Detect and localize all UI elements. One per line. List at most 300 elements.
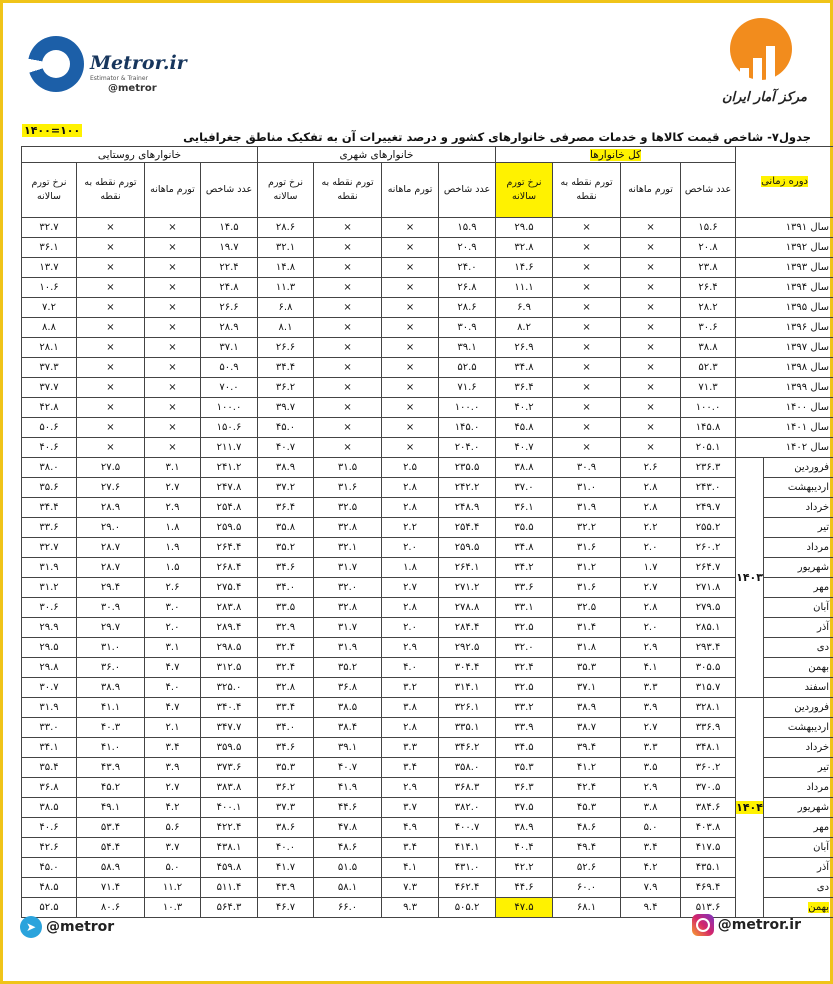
rural-index-cell: ۲۷۵.۴ (201, 578, 258, 598)
all-index-cell: ۲۰.۸ (681, 238, 736, 258)
rural-annual-cell: ۲۹.۹ (22, 618, 77, 638)
all-index-cell: ۳۳۶.۹ (681, 718, 736, 738)
table-row (22, 578, 833, 598)
all-index-cell: ۳۴۸.۱ (681, 738, 736, 758)
urban-monthly-cell: ۳.۲ (382, 678, 439, 698)
rural-annual-cell: ۳۵.۶ (22, 478, 77, 498)
urban-index-cell: ۱۰۰.۰ (439, 398, 496, 418)
all-index-cell: ۷۱.۳ (681, 378, 736, 398)
all-monthly-cell: ۲.۸ (621, 478, 681, 498)
period-cell: سال ۱۳۹۸ (736, 358, 833, 378)
group-rural-header: خانوارهای روستایی (22, 147, 258, 163)
all-monthly-cell: ۷.۹ (621, 878, 681, 898)
rural-annual-cell: ۸.۸ (22, 318, 77, 338)
all-monthly-cell: ۳.۵ (621, 758, 681, 778)
table-row (22, 618, 833, 638)
rural-annual-cell: ۵۰.۶ (22, 418, 77, 438)
rural-monthly-cell: ۳.۰ (145, 598, 201, 618)
rural-index-cell: ۷۰.۰ (201, 378, 258, 398)
all-index-cell: ۳۲۸.۱ (681, 698, 736, 718)
rural-monthly-cell: × (145, 298, 201, 318)
rural-monthly-cell: ۵.۰ (145, 858, 201, 878)
rural-monthly-cell: × (145, 258, 201, 278)
rural-index-cell: ۲۸۳.۸ (201, 598, 258, 618)
rural-annual-cell: ۲۹.۵ (22, 638, 77, 658)
rural-annual-cell: ۵۲.۵ (22, 898, 77, 918)
rural-monthly-cell: ۲.۷ (145, 778, 201, 798)
table-row (22, 878, 833, 898)
all-annual-cell: ۳۳.۲ (496, 698, 553, 718)
urban-annual-cell: ۳۳.۴ (258, 698, 314, 718)
urban-p2p-cell: ۳۲.۰ (314, 578, 382, 598)
rural-annual-cell: ۳۰.۷ (22, 678, 77, 698)
urban-index-cell: ۳۰.۹ (439, 318, 496, 338)
urban-annual-cell: ۳۷.۲ (258, 478, 314, 498)
rural-annual-header: نرخ تورم سالانه (22, 163, 77, 218)
metror-tagline: Estimator & Trainer (90, 75, 148, 82)
rural-index-cell: ۲۴۷.۸ (201, 478, 258, 498)
all-monthly-cell: ۲.۸ (621, 598, 681, 618)
table-row (22, 338, 833, 358)
all-monthly-cell: × (621, 258, 681, 278)
urban-monthly-cell: ۹.۳ (382, 898, 439, 918)
all-p2p-cell: ۳۵.۳ (553, 658, 621, 678)
rural-p2p-cell: × (77, 398, 145, 418)
rural-p2p-cell: ۵۳.۴ (77, 818, 145, 838)
rural-p2p-cell: ۵۴.۴ (77, 838, 145, 858)
all-annual-cell: ۳۸.۹ (496, 818, 553, 838)
urban-annual-cell: ۸.۱ (258, 318, 314, 338)
rural-p2p-cell: × (77, 358, 145, 378)
all-index-cell: ۲۳.۸ (681, 258, 736, 278)
all-monthly-cell: ۲.۹ (621, 638, 681, 658)
urban-monthly-cell: ۴.۹ (382, 818, 439, 838)
all-p2p-cell: ۳۲.۲ (553, 518, 621, 538)
rural-monthly-cell: × (145, 398, 201, 418)
urban-annual-cell: ۱۱.۳ (258, 278, 314, 298)
table-row (22, 838, 833, 858)
all-annual-cell: ۳۴.۲ (496, 558, 553, 578)
urban-index-cell: ۳۳۵.۱ (439, 718, 496, 738)
all-annual-cell: ۳۲.۵ (496, 678, 553, 698)
table-row (22, 298, 833, 318)
urban-monthly-cell: ۲.۹ (382, 778, 439, 798)
period-cell: آبان (764, 598, 833, 618)
table-row (22, 258, 833, 278)
period-cell: سال ۱۳۹۲ (736, 238, 833, 258)
all-index-cell: ۱۴۵.۸ (681, 418, 736, 438)
period-cell: اسفند (764, 678, 833, 698)
urban-annual-cell: ۲۶.۶ (258, 338, 314, 358)
all-monthly-header: تورم ماهانه (621, 163, 681, 218)
period-cell: اردیبهشت (764, 478, 833, 498)
all-p2p-cell: × (553, 438, 621, 458)
rural-monthly-cell: ۱.۸ (145, 518, 201, 538)
rural-monthly-cell: ۳.۱ (145, 638, 201, 658)
rural-p2p-cell: × (77, 378, 145, 398)
urban-monthly-cell: × (382, 338, 439, 358)
period-cell: دی (764, 638, 833, 658)
rural-p2p-cell: ۴۹.۱ (77, 798, 145, 818)
urban-index-cell: ۲۹۲.۵ (439, 638, 496, 658)
all-annual-cell: ۴۴.۶ (496, 878, 553, 898)
urban-index-cell: ۲۷۸.۸ (439, 598, 496, 618)
urban-p2p-cell: × (314, 318, 382, 338)
rural-index-cell: ۲۵۴.۸ (201, 498, 258, 518)
urban-monthly-cell: ۳.۴ (382, 838, 439, 858)
table-row (22, 638, 833, 658)
period-cell: شهریور (764, 558, 833, 578)
period-cell: سال ۱۳۹۹ (736, 378, 833, 398)
urban-p2p-cell: ۳۹.۱ (314, 738, 382, 758)
all-p2p-cell: ۴۱.۲ (553, 758, 621, 778)
all-p2p-cell: × (553, 258, 621, 278)
all-annual-cell: ۸.۲ (496, 318, 553, 338)
all-annual-cell: ۲۹.۵ (496, 218, 553, 238)
rural-p2p-cell: ۲۷.۶ (77, 478, 145, 498)
table-row (22, 858, 833, 878)
rural-annual-cell: ۳۲.۷ (22, 538, 77, 558)
urban-annual-cell: ۳۳.۵ (258, 598, 314, 618)
all-index-cell: ۲۶.۴ (681, 278, 736, 298)
rural-index-cell: ۴۵۹.۸ (201, 858, 258, 878)
all-p2p-cell: ۳۰.۹ (553, 458, 621, 478)
urban-annual-cell: ۳۶.۲ (258, 778, 314, 798)
urban-p2p-cell: × (314, 258, 382, 278)
all-monthly-cell: ۲.۷ (621, 578, 681, 598)
all-monthly-cell: × (621, 318, 681, 338)
period-cell: تیر (764, 518, 833, 538)
urban-annual-cell: ۳۲.۴ (258, 658, 314, 678)
urban-p2p-cell: × (314, 418, 382, 438)
rural-index-cell: ۳۵۹.۵ (201, 738, 258, 758)
rural-monthly-cell: ۵.۶ (145, 818, 201, 838)
period-cell: اردیبهشت (764, 718, 833, 738)
all-index-cell: ۳۶۰.۲ (681, 758, 736, 778)
all-annual-cell: ۳۴.۸ (496, 358, 553, 378)
table-row (22, 438, 833, 458)
rural-monthly-cell: ۳.۱ (145, 458, 201, 478)
urban-index-cell: ۷۱.۶ (439, 378, 496, 398)
rural-p2p-cell: ۴۱.۱ (77, 698, 145, 718)
urban-annual-cell: ۳۴.۴ (258, 358, 314, 378)
urban-p2p-cell: ۳۸.۴ (314, 718, 382, 738)
telegram-footer[interactable] (20, 916, 114, 938)
rural-annual-cell: ۳۵.۴ (22, 758, 77, 778)
all-monthly-cell: ۱.۷ (621, 558, 681, 578)
rural-monthly-cell: ۴.۷ (145, 698, 201, 718)
urban-monthly-cell: × (382, 358, 439, 378)
instagram-footer[interactable] (692, 914, 801, 936)
period-cell: شهریور (764, 798, 833, 818)
rural-p2p-cell: ۲۸.۷ (77, 558, 145, 578)
all-annual-cell: ۳۵.۳ (496, 758, 553, 778)
all-p2p-header: تورم نقطه به نقطه (553, 163, 621, 218)
all-p2p-cell: ۴۲.۴ (553, 778, 621, 798)
urban-annual-cell: ۳۹.۷ (258, 398, 314, 418)
all-annual-cell: ۴۰.۷ (496, 438, 553, 458)
all-p2p-cell: ۳۱.۶ (553, 578, 621, 598)
rural-monthly-cell: ۲.۷ (145, 478, 201, 498)
urban-monthly-cell: ۲.۸ (382, 478, 439, 498)
all-annual-cell: ۴۰.۲ (496, 398, 553, 418)
all-p2p-cell: ۳۱.۸ (553, 638, 621, 658)
table-row (22, 218, 833, 238)
urban-p2p-cell: × (314, 398, 382, 418)
base-year-label: ۱۴۰۰=۱۰۰ (24, 124, 81, 137)
rural-monthly-cell: × (145, 378, 201, 398)
rural-index-cell: ۱۰۰.۰ (201, 398, 258, 418)
all-monthly-cell: ۲.۲ (621, 518, 681, 538)
urban-index-cell: ۴۳۱.۰ (439, 858, 496, 878)
urban-p2p-cell: ۳۱.۵ (314, 458, 382, 478)
all-index-cell: ۲۴۳.۰ (681, 478, 736, 498)
all-annual-cell: ۱۴.۶ (496, 258, 553, 278)
urban-annual-cell: ۳۶.۲ (258, 378, 314, 398)
all-monthly-cell: ۲.۰ (621, 538, 681, 558)
all-annual-cell: ۳۲.۵ (496, 618, 553, 638)
urban-index-cell: ۳۵۸.۰ (439, 758, 496, 778)
all-monthly-cell: × (621, 278, 681, 298)
table-title: جدول۷- شاخص قیمت کالاها و خدمات مصرفی خانوارهای کشور و درصد تغییرات آن به تفکیک مناطق جغرافیایی (183, 130, 811, 144)
rural-annual-cell: ۳۸.۰ (22, 458, 77, 478)
table-row (22, 238, 833, 258)
rural-p2p-cell: ۲۸.۷ (77, 538, 145, 558)
all-annual-cell: ۳۳.۶ (496, 578, 553, 598)
urban-monthly-cell: ۷.۳ (382, 878, 439, 898)
urban-p2p-cell: ۴۸.۶ (314, 838, 382, 858)
all-annual-cell: ۳۲.۴ (496, 658, 553, 678)
all-monthly-cell: × (621, 338, 681, 358)
rural-p2p-cell: ۴۱.۰ (77, 738, 145, 758)
urban-p2p-cell: × (314, 278, 382, 298)
table-row (22, 358, 833, 378)
all-index-cell: ۲۶۰.۲ (681, 538, 736, 558)
rural-p2p-cell: ۷۱.۴ (77, 878, 145, 898)
all-p2p-cell: ۵۲.۶ (553, 858, 621, 878)
all-index-cell: ۲۸۵.۱ (681, 618, 736, 638)
table-row (22, 398, 833, 418)
rural-index-cell: ۳۷۳.۶ (201, 758, 258, 778)
rural-index-cell: ۱۴.۵ (201, 218, 258, 238)
all-index-cell: ۳۷۰.۵ (681, 778, 736, 798)
period-cell: سال ۱۳۹۱ (736, 218, 833, 238)
rural-monthly-cell: × (145, 218, 201, 238)
rural-index-cell: ۲۸۹.۴ (201, 618, 258, 638)
all-index-cell: ۲۰۵.۱ (681, 438, 736, 458)
all-p2p-cell: ۴۵.۳ (553, 798, 621, 818)
period-cell: بهمن (764, 658, 833, 678)
urban-p2p-cell: ۳۲.۸ (314, 518, 382, 538)
rural-annual-cell: ۱۰.۶ (22, 278, 77, 298)
urban-index-cell: ۱۴۵.۰ (439, 418, 496, 438)
all-index-cell: ۲۷۱.۸ (681, 578, 736, 598)
group-urban-header: خانوارهای شهری (258, 147, 496, 163)
urban-index-cell: ۳۹.۱ (439, 338, 496, 358)
rural-monthly-cell: ۱۰.۳ (145, 898, 201, 918)
group-all-header: کل خانوارها (496, 147, 736, 163)
table-row (22, 378, 833, 398)
rural-annual-cell: ۷.۲ (22, 298, 77, 318)
rural-p2p-cell: ۴۰.۳ (77, 718, 145, 738)
all-p2p-cell: × (553, 298, 621, 318)
rural-index-cell: ۲۵۹.۵ (201, 518, 258, 538)
all-monthly-cell: ۳.۳ (621, 678, 681, 698)
rural-index-cell: ۲۶۸.۴ (201, 558, 258, 578)
urban-index-cell: ۵۰۵.۲ (439, 898, 496, 918)
urban-annual-cell: ۳۴.۶ (258, 738, 314, 758)
table-row (22, 478, 833, 498)
rural-index-header: عدد شاخص (201, 163, 258, 218)
urban-index-cell: ۳۶۸.۳ (439, 778, 496, 798)
period-cell: آبان (764, 838, 833, 858)
rural-p2p-cell: × (77, 238, 145, 258)
all-monthly-cell: ۳.۸ (621, 798, 681, 818)
rural-p2p-header: تورم نقطه به نقطه (77, 163, 145, 218)
rural-annual-cell: ۴۵.۰ (22, 858, 77, 878)
all-p2p-cell: × (553, 278, 621, 298)
rural-annual-cell: ۳۲.۷ (22, 218, 77, 238)
urban-p2p-cell: ۳۱.۷ (314, 558, 382, 578)
all-p2p-cell: ۳۸.۷ (553, 718, 621, 738)
rural-monthly-cell: × (145, 338, 201, 358)
all-annual-cell: ۶.۹ (496, 298, 553, 318)
urban-monthly-cell: × (382, 378, 439, 398)
rural-monthly-cell: × (145, 438, 201, 458)
rural-monthly-cell: × (145, 238, 201, 258)
all-annual-cell: ۳۷.۵ (496, 798, 553, 818)
urban-monthly-cell: ۳.۳ (382, 738, 439, 758)
rural-index-cell: ۵۶۴.۳ (201, 898, 258, 918)
rural-monthly-cell: ۲.۱ (145, 718, 201, 738)
rural-annual-cell: ۲۹.۸ (22, 658, 77, 678)
urban-monthly-cell: × (382, 398, 439, 418)
all-p2p-cell: × (553, 338, 621, 358)
all-index-cell: ۲۶۴.۷ (681, 558, 736, 578)
period-cell: آذر (764, 618, 833, 638)
rural-monthly-cell: ۱.۵ (145, 558, 201, 578)
all-p2p-cell: × (553, 398, 621, 418)
rural-p2p-cell: ۲۸.۹ (77, 498, 145, 518)
all-index-cell: ۱۰۰.۰ (681, 398, 736, 418)
urban-index-cell: ۲۳۵.۵ (439, 458, 496, 478)
period-cell: سال ۱۳۹۴ (736, 278, 833, 298)
period-cell: سال ۱۴۰۱ (736, 418, 833, 438)
rural-p2p-cell: × (77, 438, 145, 458)
rural-index-cell: ۲۴.۸ (201, 278, 258, 298)
rural-index-cell: ۴۰۰.۱ (201, 798, 258, 818)
urban-annual-cell: ۴۳.۹ (258, 878, 314, 898)
urban-monthly-cell: ۲.۹ (382, 638, 439, 658)
rural-p2p-cell: ۵۸.۹ (77, 858, 145, 878)
rural-monthly-cell: ۲.۶ (145, 578, 201, 598)
urban-p2p-cell: ۳۱.۷ (314, 618, 382, 638)
urban-annual-cell: ۳۴.۶ (258, 558, 314, 578)
all-p2p-cell: ۳۷.۱ (553, 678, 621, 698)
all-annual-cell: ۴۲.۲ (496, 858, 553, 878)
rural-annual-cell: ۳۳.۰ (22, 718, 77, 738)
rural-annual-cell: ۴۸.۵ (22, 878, 77, 898)
urban-index-cell: ۵۲.۵ (439, 358, 496, 378)
urban-annual-cell: ۴۱.۷ (258, 858, 314, 878)
urban-annual-cell: ۳۲.۴ (258, 638, 314, 658)
instagram-handle: @metror.ir (717, 917, 801, 933)
urban-index-cell: ۲۷۱.۲ (439, 578, 496, 598)
urban-index-cell: ۲۰.۹ (439, 238, 496, 258)
all-p2p-cell: ۳۱.۹ (553, 498, 621, 518)
rural-monthly-cell: ۳.۴ (145, 738, 201, 758)
urban-annual-cell: ۳۷.۳ (258, 798, 314, 818)
rural-p2p-cell: × (77, 298, 145, 318)
urban-monthly-cell: × (382, 278, 439, 298)
rural-annual-cell: ۴۲.۶ (22, 838, 77, 858)
urban-annual-cell: ۳۴.۰ (258, 718, 314, 738)
table-row (22, 698, 833, 718)
cpi-table (21, 146, 833, 918)
telegram-icon: ➤ (20, 916, 42, 938)
rural-monthly-cell: ۴.۲ (145, 798, 201, 818)
rural-annual-cell: ۳۶.۱ (22, 238, 77, 258)
rural-monthly-cell: ۴.۷ (145, 658, 201, 678)
rural-p2p-cell: × (77, 258, 145, 278)
urban-annual-cell: ۴۵.۰ (258, 418, 314, 438)
rural-p2p-cell: ۸۰.۶ (77, 898, 145, 918)
urban-p2p-cell: × (314, 358, 382, 378)
rural-index-cell: ۵۱۱.۴ (201, 878, 258, 898)
rural-p2p-cell: ۳۸.۹ (77, 678, 145, 698)
all-p2p-cell: ۳۱.۴ (553, 618, 621, 638)
rural-annual-cell: ۳۶.۸ (22, 778, 77, 798)
rural-index-cell: ۱۹.۷ (201, 238, 258, 258)
period-cell: تیر (764, 758, 833, 778)
rural-annual-cell: ۳۴.۱ (22, 738, 77, 758)
table-row (22, 458, 833, 478)
all-annual-cell: ۳۲.۸ (496, 238, 553, 258)
rural-monthly-cell: ۳.۷ (145, 838, 201, 858)
table-row (22, 598, 833, 618)
period-cell: خرداد (764, 738, 833, 758)
metror-logo-icon (28, 36, 84, 92)
rural-annual-cell: ۳۷.۷ (22, 378, 77, 398)
rural-monthly-cell: ۳.۹ (145, 758, 201, 778)
table-row (22, 418, 833, 438)
urban-p2p-cell: × (314, 218, 382, 238)
all-p2p-cell: ۴۸.۶ (553, 818, 621, 838)
all-monthly-cell: × (621, 358, 681, 378)
rural-p2p-cell: ۲۷.۵ (77, 458, 145, 478)
all-monthly-cell: × (621, 418, 681, 438)
urban-p2p-cell: ۳۲.۱ (314, 538, 382, 558)
all-p2p-cell: × (553, 218, 621, 238)
all-monthly-cell: × (621, 378, 681, 398)
rural-annual-cell: ۱۳.۷ (22, 258, 77, 278)
urban-monthly-cell: ۳.۷ (382, 798, 439, 818)
all-annual-cell: ۳۶.۳ (496, 778, 553, 798)
urban-annual-cell: ۳۵.۸ (258, 518, 314, 538)
urban-monthly-cell: × (382, 318, 439, 338)
table-row (22, 318, 833, 338)
period-cell: سال ۱۳۹۳ (736, 258, 833, 278)
all-index-cell: ۵۱۳.۶ (681, 898, 736, 918)
period-cell: بهمن (764, 898, 833, 918)
rural-index-cell: ۳۴۰.۴ (201, 698, 258, 718)
rural-p2p-cell: ۳۱.۰ (77, 638, 145, 658)
urban-monthly-cell: ۲.۷ (382, 578, 439, 598)
rural-index-cell: ۴۲۲.۴ (201, 818, 258, 838)
all-annual-cell: ۲۶.۹ (496, 338, 553, 358)
all-index-cell: ۲۷۹.۵ (681, 598, 736, 618)
all-monthly-cell: ۴.۱ (621, 658, 681, 678)
